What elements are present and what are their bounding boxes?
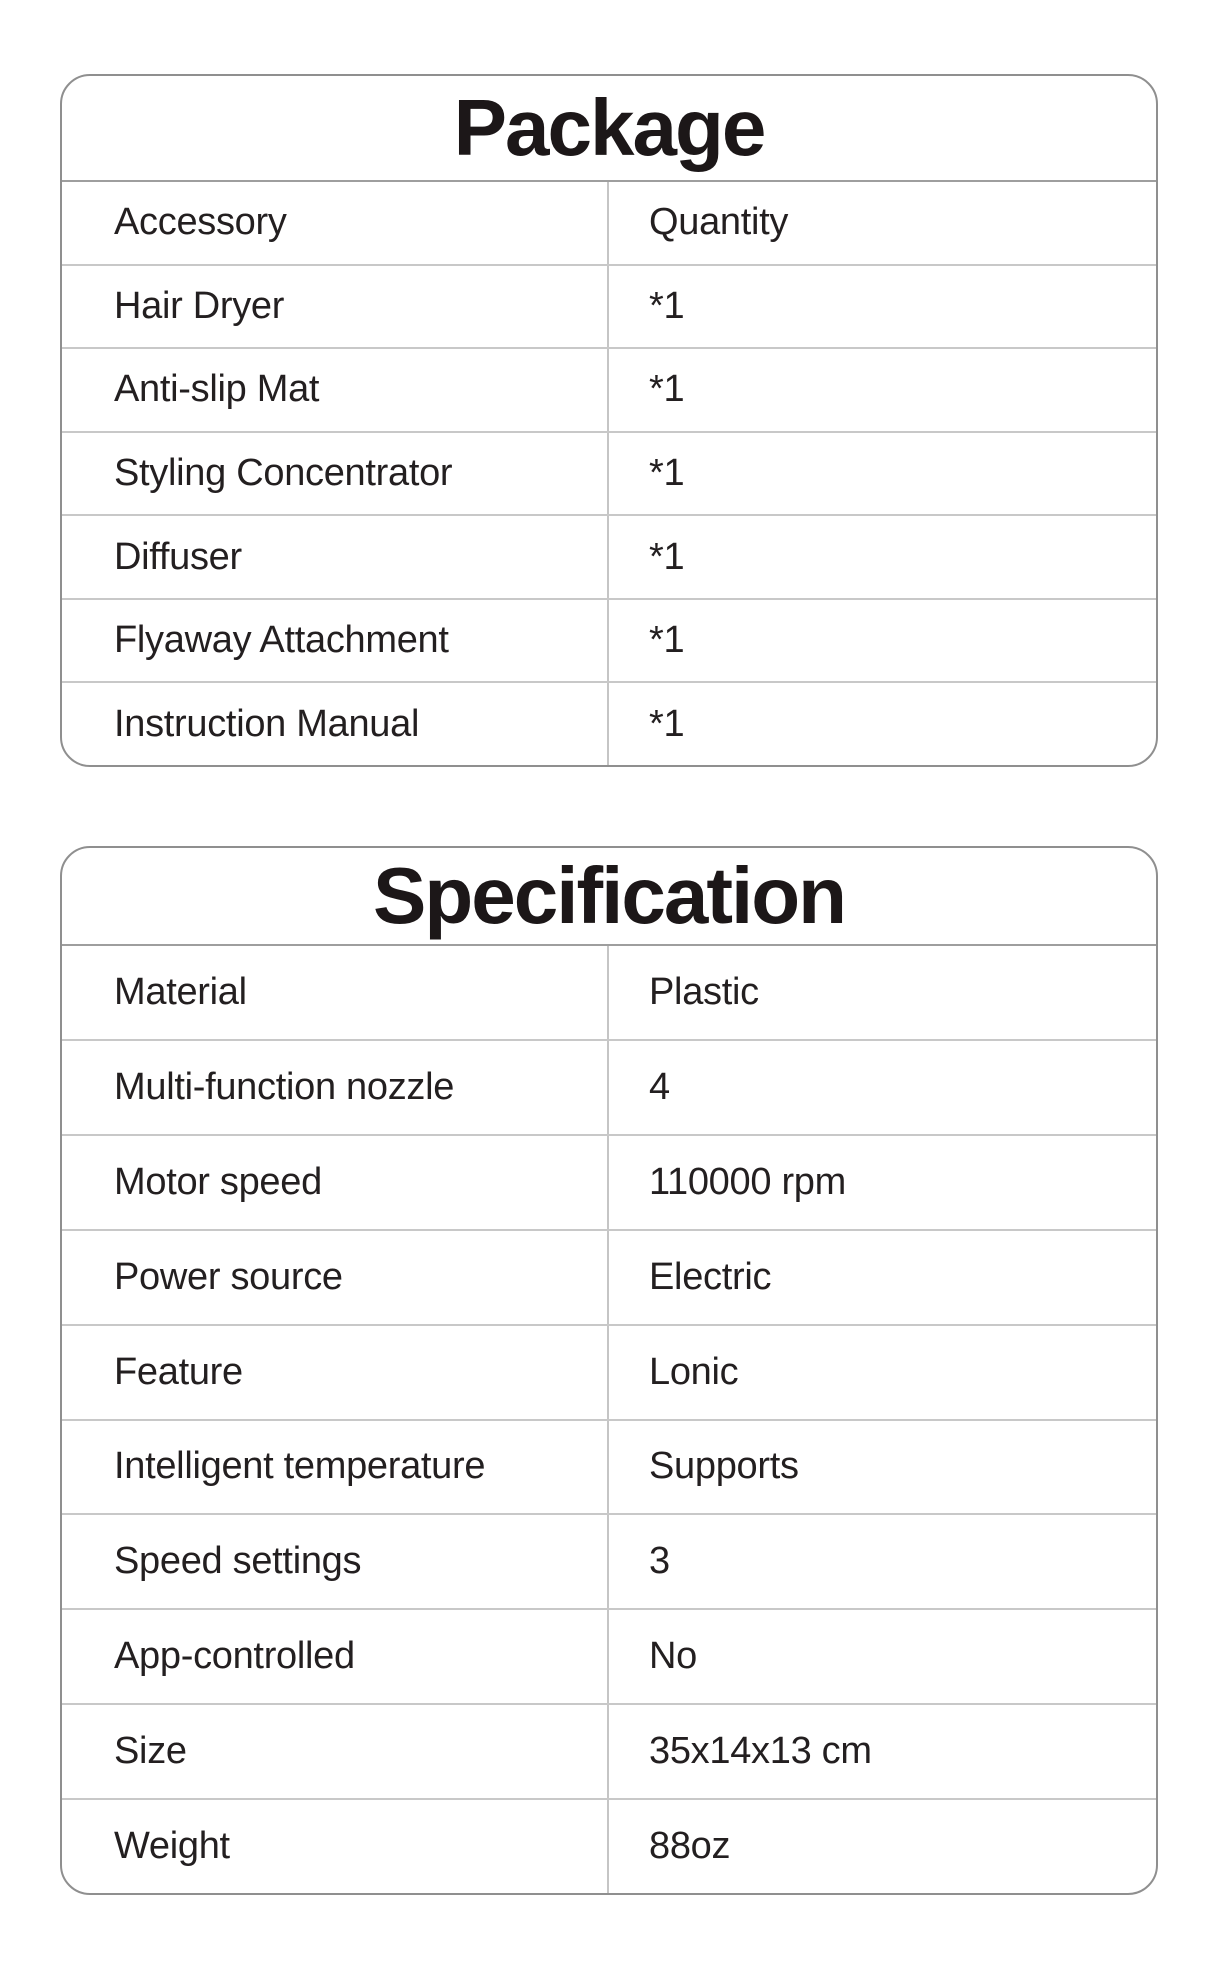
row-label: Instruction Manual: [62, 683, 609, 765]
table-row: [62, 433, 1156, 517]
specification-table-card: [60, 846, 1158, 1895]
row-value: *1: [649, 284, 685, 327]
table-row: [62, 1231, 1156, 1326]
package-table-rows: [62, 182, 1156, 765]
row-value: Electric: [649, 1255, 772, 1298]
row-label: App-controlled: [62, 1610, 609, 1703]
table-row: [62, 1705, 1156, 1800]
row-value: 4: [649, 1065, 670, 1108]
row-value: *1: [649, 702, 685, 745]
package-table-card: [60, 74, 1158, 767]
row-value: 3: [649, 1540, 670, 1583]
row-label: Weight: [62, 1800, 609, 1893]
row-label: Diffuser: [62, 516, 609, 598]
row-label: Flyaway Attachment: [62, 600, 609, 682]
row-label: Styling Concentrator: [62, 433, 609, 515]
column-header-quantity: Quantity: [649, 201, 789, 244]
column-header-accessory: Accessory: [62, 182, 609, 264]
table-row: [62, 946, 1156, 1041]
table-row: [62, 266, 1156, 350]
table-row: [62, 1515, 1156, 1610]
row-value: Supports: [649, 1445, 799, 1488]
row-value: 35x14x13 cm: [649, 1730, 872, 1773]
table-row: [62, 1421, 1156, 1516]
table-row: [62, 1610, 1156, 1705]
table-row: [62, 349, 1156, 433]
row-label: Multi-function nozzle: [62, 1041, 609, 1134]
row-label: Speed settings: [62, 1515, 609, 1608]
specification-table-rows: [62, 946, 1156, 1893]
row-label: Intelligent temperature: [62, 1421, 609, 1514]
table-row: [62, 1041, 1156, 1136]
row-label: Power source: [62, 1231, 609, 1324]
row-label: Motor speed: [62, 1136, 609, 1229]
row-value: *1: [649, 452, 685, 495]
row-value: No: [649, 1635, 697, 1678]
row-value: *1: [649, 619, 685, 662]
row-label: Size: [62, 1705, 609, 1798]
specification-table-title: Specification: [62, 848, 1156, 946]
table-header-row: [62, 182, 1156, 266]
table-row: [62, 600, 1156, 684]
row-label: Anti-slip Mat: [62, 349, 609, 431]
package-table-title: Package: [62, 76, 1156, 182]
table-row: [62, 516, 1156, 600]
row-label: Material: [62, 946, 609, 1039]
row-value: *1: [649, 535, 685, 578]
row-value: 110000 rpm: [649, 1160, 846, 1203]
row-value: *1: [649, 368, 685, 411]
row-label: Hair Dryer: [62, 266, 609, 348]
table-row: [62, 1326, 1156, 1421]
table-row: [62, 683, 1156, 765]
row-value: 88oz: [649, 1825, 731, 1868]
row-value: Lonic: [649, 1350, 739, 1393]
row-value: Plastic: [649, 970, 759, 1013]
row-label: Feature: [62, 1326, 609, 1419]
table-row: [62, 1800, 1156, 1893]
table-row: [62, 1136, 1156, 1231]
